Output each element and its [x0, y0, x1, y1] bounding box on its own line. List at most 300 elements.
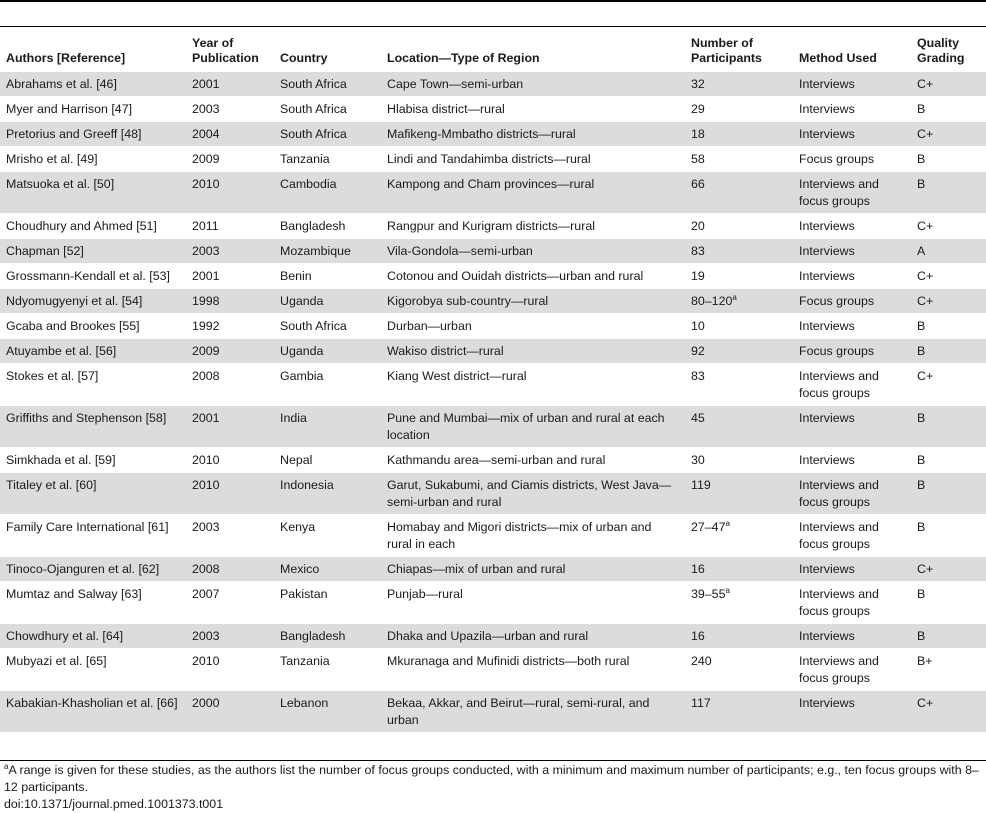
- cell-year: [186, 624, 274, 649]
- cell-authors: [0, 172, 186, 214]
- cell-year: [186, 515, 274, 557]
- cell-authors: [0, 239, 186, 264]
- cell-participants: [685, 448, 793, 473]
- cell-authors: [0, 448, 186, 473]
- cell-location-text: Rangpur and Kurigram districts—rural: [387, 219, 595, 233]
- cell-participants-text: 80–120: [691, 294, 733, 308]
- header-quality: Quality Grading: [917, 36, 965, 65]
- cell-quality: [911, 624, 986, 649]
- header-authors: Authors [Reference]: [6, 51, 126, 65]
- cell-method-text: Interviews: [799, 696, 855, 710]
- cell-country: [274, 649, 381, 691]
- cell-quality: [911, 172, 986, 214]
- cell-method-text: Interviews and focus groups: [799, 587, 879, 618]
- cell-quality-text: C+: [917, 369, 934, 383]
- cell-country: [274, 214, 381, 239]
- cell-method-text: Interviews and focus groups: [799, 478, 879, 509]
- cell-location-text: Hlabisa district—rural: [387, 102, 505, 116]
- cell-authors-text: Tinoco-Ojanguren et al. [62]: [6, 562, 160, 576]
- cell-participants: [685, 97, 793, 122]
- cell-participants: [685, 289, 793, 314]
- cell-location: [381, 72, 685, 97]
- cell-country-text: South Africa: [280, 127, 347, 141]
- cell-authors-text: Simkhada et al. [59]: [6, 453, 116, 467]
- cell-country: [274, 448, 381, 473]
- cell-authors-text: Abrahams et al. [46]: [6, 77, 117, 91]
- cell-authors-text: Chapman [52]: [6, 244, 84, 258]
- cell-authors-text: Choudhury and Ahmed [51]: [6, 219, 157, 233]
- cell-authors: [0, 364, 186, 406]
- cell-authors-text: Mumtaz and Salway [63]: [6, 587, 142, 601]
- cell-participants-text: 16: [691, 629, 705, 643]
- cell-method: [793, 97, 911, 122]
- table-row: [0, 649, 986, 691]
- cell-participants: [685, 339, 793, 364]
- cell-country: [274, 264, 381, 289]
- cell-quality-text: B: [917, 629, 926, 643]
- cell-country-text: Bangladesh: [280, 219, 346, 233]
- cell-quality-text: B: [917, 520, 926, 534]
- cell-participants: [685, 122, 793, 147]
- cell-method-text: Interviews: [799, 453, 855, 467]
- cell-year: [186, 147, 274, 172]
- table-row: [0, 314, 986, 339]
- cell-authors: [0, 515, 186, 557]
- cell-year: [186, 406, 274, 448]
- cell-country-text: Pakistan: [280, 587, 328, 601]
- table-row: [0, 289, 986, 314]
- table-row: [0, 214, 986, 239]
- cell-year-text: 2003: [192, 629, 220, 643]
- cell-participants-text: 32: [691, 77, 705, 91]
- cell-location-text: Durban—urban: [387, 319, 472, 333]
- cell-quality-text: B: [917, 344, 926, 358]
- cell-location: [381, 557, 685, 582]
- cell-authors: [0, 582, 186, 624]
- cell-year: [186, 582, 274, 624]
- cell-quality-text: B: [917, 102, 926, 116]
- cell-country-text: South Africa: [280, 319, 347, 333]
- cell-method-text: Interviews: [799, 127, 855, 141]
- cell-method: [793, 691, 911, 733]
- cell-country: [274, 239, 381, 264]
- cell-method-text: Interviews and focus groups: [799, 369, 879, 400]
- header-country: Country: [280, 51, 328, 65]
- cell-authors: [0, 122, 186, 147]
- cell-authors: [0, 624, 186, 649]
- cell-method: [793, 339, 911, 364]
- cell-country: [274, 289, 381, 314]
- cell-location-text: Dhaka and Upazila—urban and rural: [387, 629, 589, 643]
- cell-year-text: 2001: [192, 269, 220, 283]
- cell-year-text: 1992: [192, 319, 220, 333]
- cell-location: [381, 97, 685, 122]
- doi-text: doi:10.1371/journal.pmed.1001373.t001: [4, 797, 224, 811]
- cell-country: [274, 72, 381, 97]
- cell-quality-text: C+: [917, 696, 934, 710]
- cell-location: [381, 239, 685, 264]
- cell-participants: [685, 147, 793, 172]
- cell-quality: [911, 448, 986, 473]
- cell-participants-text: 16: [691, 562, 705, 576]
- cell-authors-text: Titaley et al. [60]: [6, 478, 97, 492]
- cell-quality-text: A: [917, 244, 926, 258]
- cell-participants: [685, 172, 793, 214]
- cell-country: [274, 691, 381, 733]
- cell-location: [381, 314, 685, 339]
- cell-quality-text: B: [917, 478, 926, 492]
- cell-year: [186, 72, 274, 97]
- cell-location-text: Punjab—rural: [387, 587, 463, 601]
- cell-location-text: Wakiso district—rural: [387, 344, 504, 358]
- cell-country-text: Cambodia: [280, 177, 337, 191]
- header-location: Location—Type of Region: [387, 51, 540, 65]
- cell-quality-text: B: [917, 152, 926, 166]
- cell-participants-text: 10: [691, 319, 705, 333]
- cell-authors-text: Griffiths and Stephenson [58]: [6, 411, 167, 425]
- cell-year-text: 2009: [192, 152, 220, 166]
- cell-quality-text: B: [917, 411, 926, 425]
- cell-participants-text: 39–55: [691, 587, 726, 601]
- cell-country: [274, 473, 381, 515]
- cell-year-text: 2010: [192, 654, 220, 668]
- cell-authors-text: Kabakian-Khasholian et al. [66]: [6, 696, 178, 710]
- cell-participants: [685, 557, 793, 582]
- cell-year-text: 2000: [192, 696, 220, 710]
- cell-year: [186, 314, 274, 339]
- cell-participants: [685, 515, 793, 557]
- cell-authors-text: Gcaba and Brookes [55]: [6, 319, 140, 333]
- cell-year-text: 2003: [192, 244, 220, 258]
- cell-location-text: Cotonou and Ouidah districts—urban and rural: [387, 269, 644, 283]
- cell-method: [793, 364, 911, 406]
- cell-authors-text: Mrisho et al. [49]: [6, 152, 98, 166]
- cell-participants: [685, 72, 793, 97]
- cell-year: [186, 649, 274, 691]
- table-row: [0, 72, 986, 97]
- cell-authors-text: Chowdhury et al. [64]: [6, 629, 124, 643]
- table-row: [0, 364, 986, 406]
- cell-method-text: Interviews and focus groups: [799, 654, 879, 685]
- cell-method: [793, 289, 911, 314]
- cell-method-text: Interviews: [799, 629, 855, 643]
- cell-method: [793, 406, 911, 448]
- cell-country: [274, 557, 381, 582]
- cell-location: [381, 172, 685, 214]
- cell-year-text: 1998: [192, 294, 220, 308]
- table-header-row: [0, 32, 986, 72]
- table-row: [0, 264, 986, 289]
- table-row: [0, 97, 986, 122]
- table-footnote: [4, 762, 982, 813]
- cell-country-text: India: [280, 411, 307, 425]
- footnote-marker: a: [4, 762, 9, 771]
- cell-authors: [0, 97, 186, 122]
- cell-authors-text: Pretorius and Greeff [48]: [6, 127, 142, 141]
- cell-participants-text: 45: [691, 411, 705, 425]
- cell-location-text: Kiang West district—rural: [387, 369, 527, 383]
- cell-year: [186, 691, 274, 733]
- cell-quality: [911, 364, 986, 406]
- cell-participants-text: 240: [691, 654, 712, 668]
- cell-quality: [911, 557, 986, 582]
- header-method: Method Used: [799, 51, 877, 65]
- cell-year-text: 2003: [192, 520, 220, 534]
- cell-participants-text: 66: [691, 177, 705, 191]
- cell-authors-text: Ndyomugyenyi et al. [54]: [6, 294, 143, 308]
- cell-location: [381, 473, 685, 515]
- cell-location: [381, 406, 685, 448]
- cell-year: [186, 289, 274, 314]
- cell-participants-text: 18: [691, 127, 705, 141]
- cell-authors: [0, 72, 186, 97]
- table-row: [0, 122, 986, 147]
- cell-year-text: 2009: [192, 344, 220, 358]
- cell-location: [381, 364, 685, 406]
- cell-method-text: Focus groups: [799, 344, 875, 358]
- cell-method: [793, 314, 911, 339]
- cell-quality-text: C+: [917, 294, 934, 308]
- cell-country-text: Gambia: [280, 369, 324, 383]
- table-row: [0, 172, 986, 214]
- cell-method: [793, 122, 911, 147]
- cell-authors-text: Grossmann-Kendall et al. [53]: [6, 269, 170, 283]
- cell-authors-text: Mubyazi et al. [65]: [6, 654, 107, 668]
- cell-method-text: Interviews and focus groups: [799, 520, 879, 551]
- cell-authors-text: Stokes et al. [57]: [6, 369, 99, 383]
- cell-method-text: Interviews: [799, 269, 855, 283]
- cell-method: [793, 264, 911, 289]
- cell-location: [381, 339, 685, 364]
- cell-quality-text: C+: [917, 219, 934, 233]
- table-top-rule: [0, 0, 986, 2]
- cell-year-text: 2011: [192, 219, 219, 233]
- cell-method: [793, 473, 911, 515]
- cell-quality: [911, 314, 986, 339]
- cell-location-text: Kathmandu area—semi-urban and rural: [387, 453, 606, 467]
- table-row: [0, 624, 986, 649]
- cell-quality-text: B+: [917, 654, 933, 668]
- cell-location-text: Homabay and Migori districts—mix of urban and rural in each: [387, 520, 652, 551]
- cell-country: [274, 147, 381, 172]
- cell-country-text: Indonesia: [280, 478, 334, 492]
- cell-year: [186, 214, 274, 239]
- cell-participants-text: 30: [691, 453, 705, 467]
- cell-location: [381, 691, 685, 733]
- cell-country-text: Uganda: [280, 344, 324, 358]
- cell-method-text: Interviews: [799, 219, 855, 233]
- cell-quality-text: C+: [917, 269, 934, 283]
- cell-quality-text: C+: [917, 127, 934, 141]
- cell-country-text: Tanzania: [280, 152, 330, 166]
- cell-country-text: Mexico: [280, 562, 320, 576]
- cell-country-text: South Africa: [280, 102, 347, 116]
- cell-country: [274, 122, 381, 147]
- cell-participants-text: 119: [691, 478, 711, 492]
- cell-participants: [685, 214, 793, 239]
- cell-location-text: Garut, Sukabumi, and Ciamis districts, West Java—semi-urban and rural: [387, 478, 672, 509]
- cell-quality: [911, 339, 986, 364]
- cell-country: [274, 582, 381, 624]
- cell-participants: [685, 691, 793, 733]
- cell-authors: [0, 691, 186, 733]
- cell-participants: [685, 239, 793, 264]
- cell-participants: [685, 264, 793, 289]
- cell-quality: [911, 406, 986, 448]
- table-row: [0, 339, 986, 364]
- cell-location: [381, 289, 685, 314]
- table-row: [0, 448, 986, 473]
- cell-quality: [911, 214, 986, 239]
- cell-quality-text: C+: [917, 77, 934, 91]
- cell-authors: [0, 473, 186, 515]
- cell-quality: [911, 97, 986, 122]
- cell-year-text: 2008: [192, 562, 220, 576]
- cell-location-text: Chiapas—mix of urban and rural: [387, 562, 566, 576]
- cell-method: [793, 515, 911, 557]
- cell-method: [793, 649, 911, 691]
- footnote-text: A range is given for these studies, as the authors list the number of focus groups conducted, with a minimum and maximum number of participants; e.g., ten focus groups with 8–12 participants.: [4, 763, 979, 794]
- table-header-rule: [0, 26, 986, 27]
- table-row: [0, 557, 986, 582]
- cell-location-text: Mkuranaga and Mufinidi districts—both rural: [387, 654, 630, 668]
- cell-location: [381, 214, 685, 239]
- cell-quality: [911, 72, 986, 97]
- cell-quality-text: B: [917, 453, 926, 467]
- cell-method-text: Interviews: [799, 319, 855, 333]
- cell-year: [186, 364, 274, 406]
- cell-participants: [685, 406, 793, 448]
- cell-method: [793, 624, 911, 649]
- cell-method-text: Focus groups: [799, 294, 875, 308]
- cell-participants-text: 92: [691, 344, 705, 358]
- cell-location-text: Pune and Mumbai—mix of urban and rural at each location: [387, 411, 665, 442]
- cell-quality: [911, 122, 986, 147]
- cell-quality: [911, 515, 986, 557]
- cell-country-text: South Africa: [280, 77, 347, 91]
- cell-quality-text: C+: [917, 562, 934, 576]
- cell-year-text: 2010: [192, 177, 220, 191]
- cell-location: [381, 515, 685, 557]
- cell-year-text: 2010: [192, 453, 220, 467]
- table-bottom-rule: [0, 760, 986, 761]
- cell-country: [274, 314, 381, 339]
- cell-participants: [685, 364, 793, 406]
- cell-method-text: Interviews: [799, 77, 855, 91]
- cell-participants-text: 83: [691, 369, 705, 383]
- cell-method-text: Interviews and focus groups: [799, 177, 879, 208]
- cell-participants: [685, 624, 793, 649]
- cell-authors: [0, 339, 186, 364]
- cell-authors: [0, 264, 186, 289]
- cell-country-text: Kenya: [280, 520, 316, 534]
- cell-participants: [685, 473, 793, 515]
- cell-country-text: Benin: [280, 269, 312, 283]
- table-row: [0, 147, 986, 172]
- cell-participants: [685, 649, 793, 691]
- cell-quality: [911, 582, 986, 624]
- cell-year-text: 2010: [192, 478, 220, 492]
- cell-quality: [911, 147, 986, 172]
- cell-year: [186, 122, 274, 147]
- cell-participants-text: 83: [691, 244, 705, 258]
- cell-country: [274, 515, 381, 557]
- cell-authors-text: Matsuoka et al. [50]: [6, 177, 115, 191]
- cell-year: [186, 239, 274, 264]
- cell-location-text: Kampong and Cham provinces—rural: [387, 177, 595, 191]
- cell-location: [381, 448, 685, 473]
- cell-quality: [911, 264, 986, 289]
- cell-year-text: 2007: [192, 587, 220, 601]
- cell-location: [381, 147, 685, 172]
- cell-participants: [685, 314, 793, 339]
- cell-participants-text: 29: [691, 102, 705, 116]
- cell-location: [381, 582, 685, 624]
- cell-quality: [911, 691, 986, 733]
- cell-location-text: Cape Town—semi-urban: [387, 77, 524, 91]
- cell-year: [186, 264, 274, 289]
- cell-country: [274, 97, 381, 122]
- cell-method: [793, 72, 911, 97]
- cell-location: [381, 122, 685, 147]
- cell-country-text: Bangladesh: [280, 629, 346, 643]
- cell-participants-text: 20: [691, 219, 705, 233]
- cell-quality: [911, 473, 986, 515]
- cell-participants-text: 19: [691, 269, 705, 283]
- table-row: [0, 691, 986, 733]
- cell-year: [186, 557, 274, 582]
- cell-method: [793, 582, 911, 624]
- cell-country-text: Uganda: [280, 294, 324, 308]
- table-row: [0, 473, 986, 515]
- cell-authors: [0, 214, 186, 239]
- studies-table: [0, 32, 986, 732]
- cell-country: [274, 339, 381, 364]
- cell-country: [274, 624, 381, 649]
- cell-quality-text: B: [917, 319, 926, 333]
- cell-method-text: Interviews: [799, 562, 855, 576]
- header-participants: Number of Participants: [691, 36, 762, 65]
- cell-authors-text: Family Care International [61]: [6, 520, 169, 534]
- header-year: Year of Publication: [192, 36, 259, 65]
- cell-method: [793, 239, 911, 264]
- cell-method: [793, 214, 911, 239]
- cell-authors: [0, 557, 186, 582]
- cell-year: [186, 172, 274, 214]
- cell-authors: [0, 289, 186, 314]
- cell-country: [274, 364, 381, 406]
- table-row: [0, 406, 986, 448]
- cell-quality-text: B: [917, 587, 926, 601]
- cell-method-text: Interviews: [799, 102, 855, 116]
- cell-participants-text: 27–47: [691, 520, 726, 534]
- cell-authors-text: Atuyambe et al. [56]: [6, 344, 117, 358]
- cell-authors: [0, 147, 186, 172]
- cell-quality: [911, 289, 986, 314]
- cell-year-text: 2008: [192, 369, 220, 383]
- cell-method: [793, 557, 911, 582]
- cell-location-text: Kigorobya sub-country—rural: [387, 294, 549, 308]
- cell-authors: [0, 406, 186, 448]
- cell-year-text: 2001: [192, 411, 220, 425]
- cell-year-text: 2001: [192, 77, 220, 91]
- cell-quality-text: B: [917, 177, 926, 191]
- footnote-marker: a: [725, 519, 730, 528]
- cell-year: [186, 97, 274, 122]
- cell-country-text: Tanzania: [280, 654, 330, 668]
- cell-method: [793, 172, 911, 214]
- cell-location: [381, 264, 685, 289]
